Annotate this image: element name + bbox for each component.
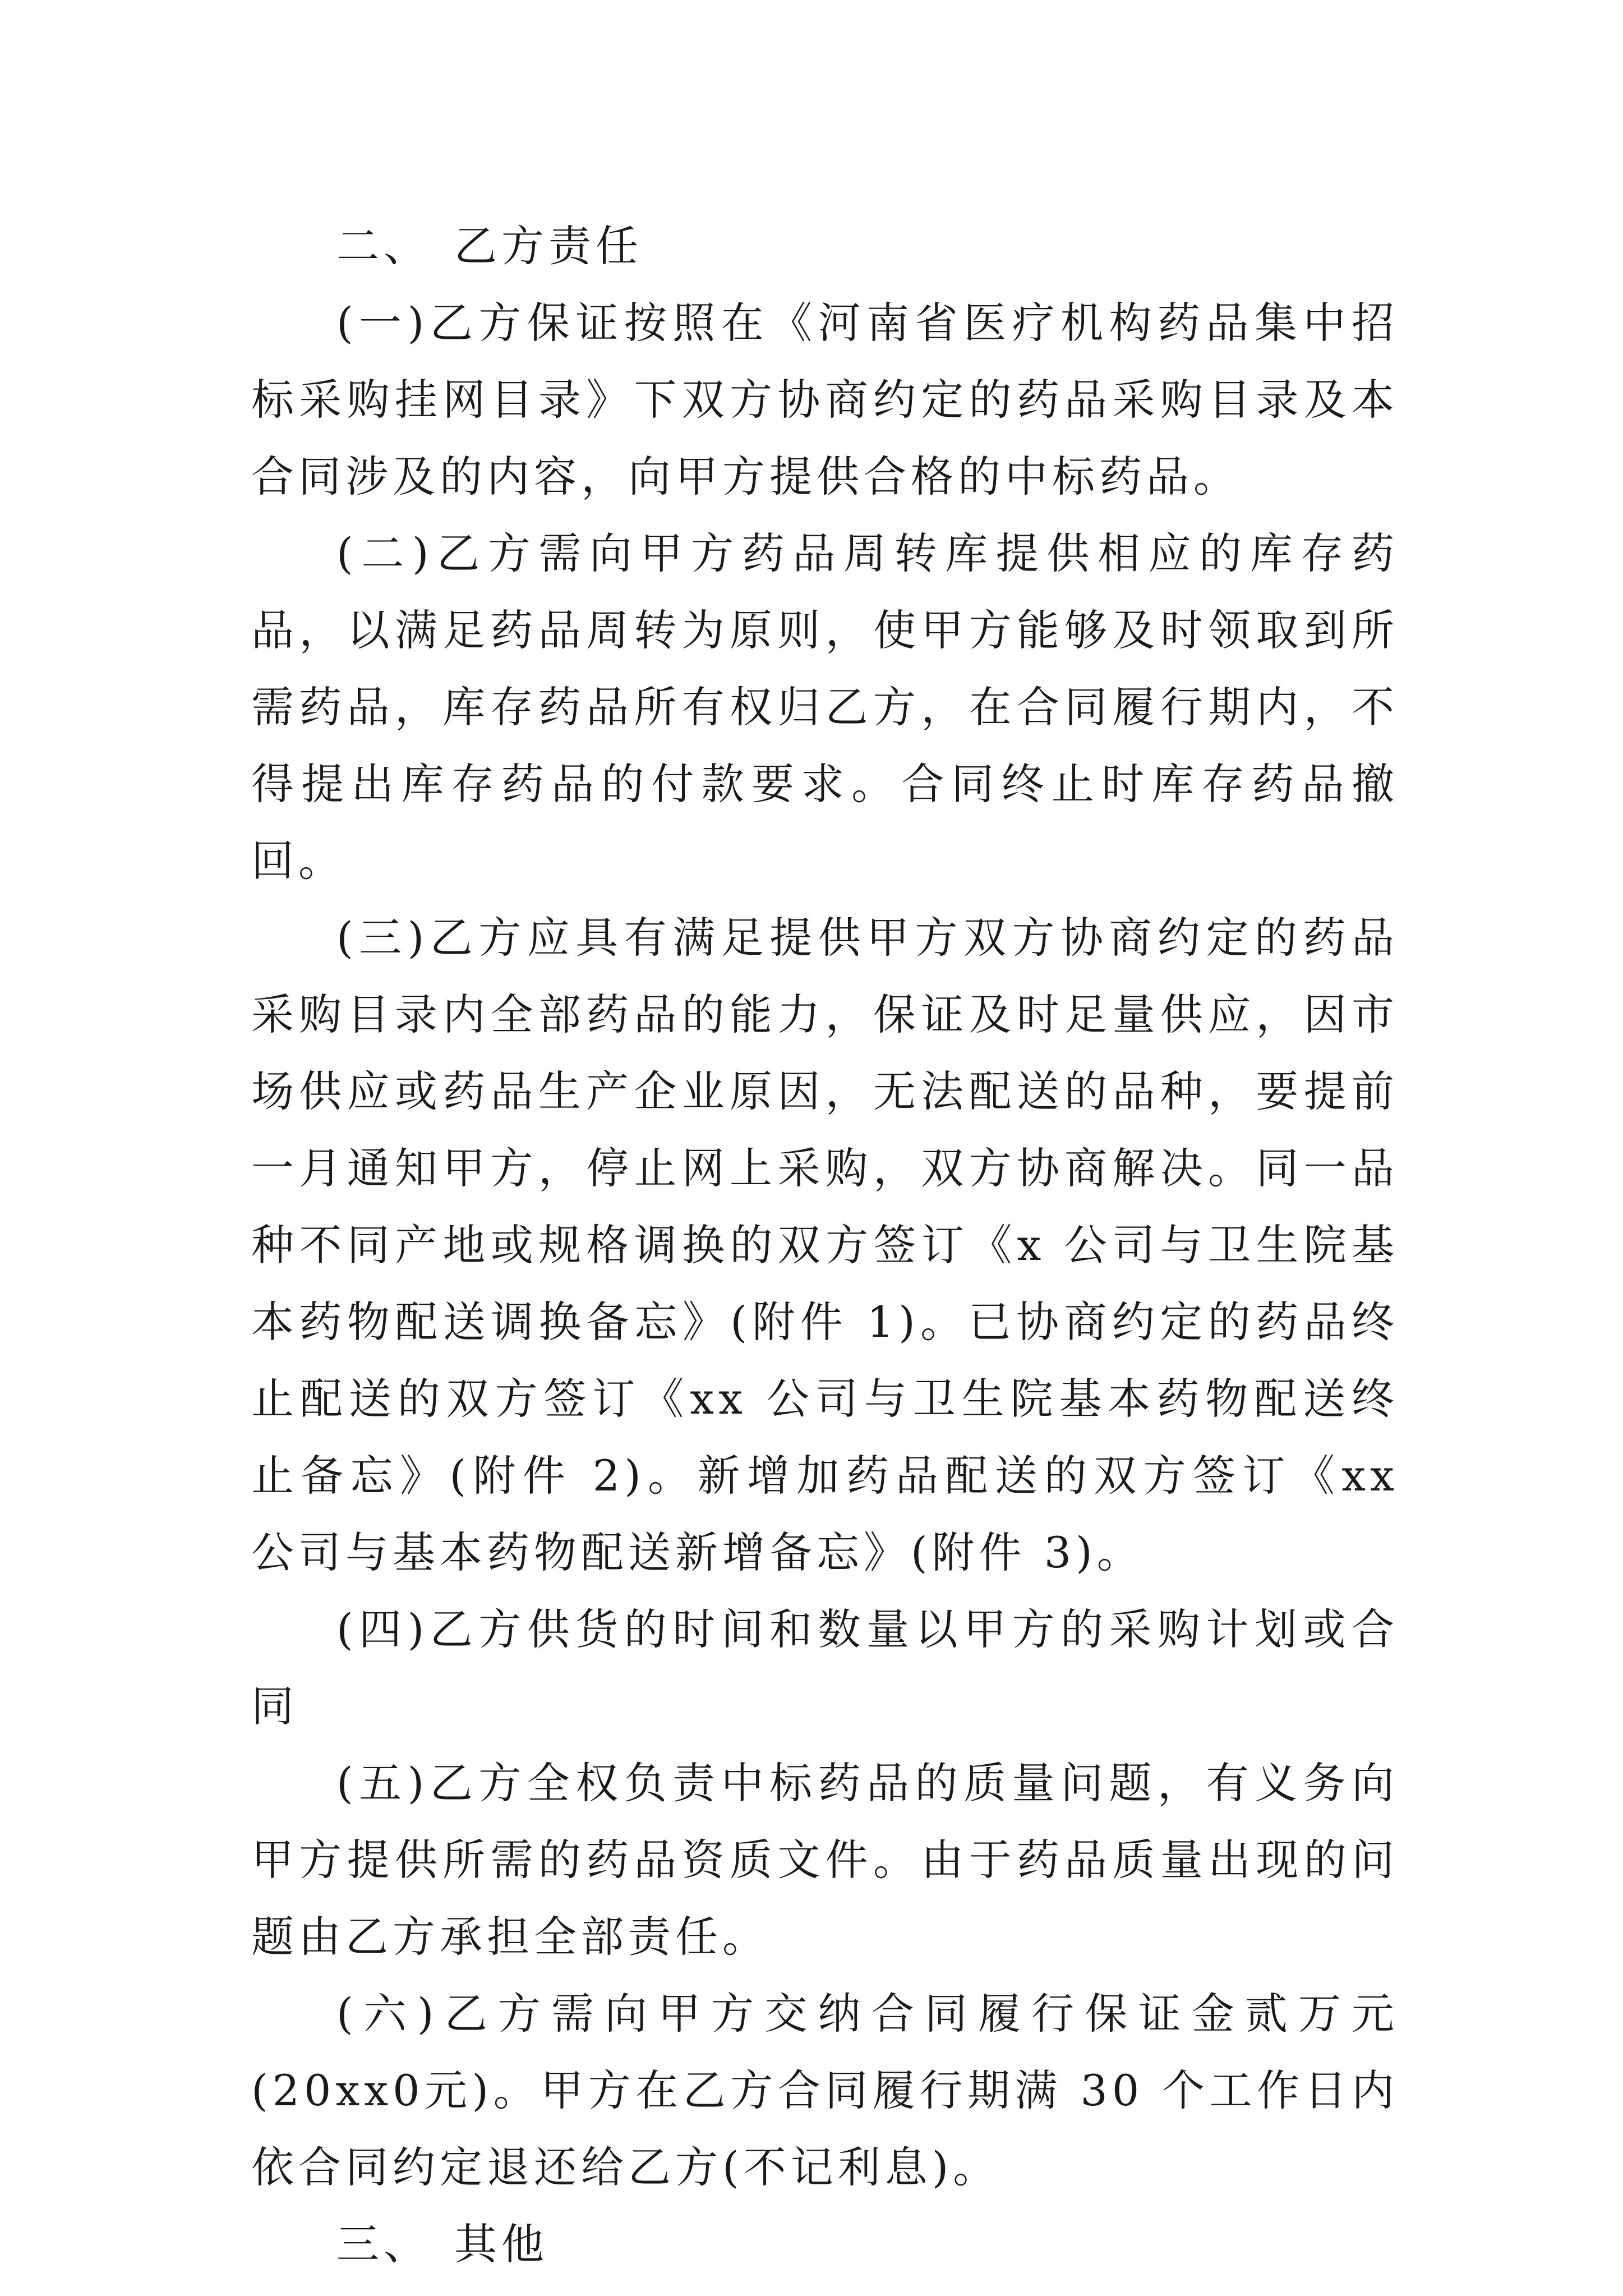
section-title: 乙方责任	[454, 221, 643, 271]
section-heading-2	[251, 208, 1399, 284]
clause-4: (四)乙方供货的时间和数量以甲方的采购计划或合同	[251, 1604, 1399, 1731]
section-number: 二、	[336, 221, 431, 271]
section-heading-3	[251, 2206, 1399, 2283]
clause-5: (五)乙方全权负责中标药品的质量问题，有义务向甲方提供所需的药品资质文件。由于药品质量出现的问题由乙方承担全部责任。	[251, 1758, 1399, 1962]
clause-1: (一)乙方保证按照在《河南省医疗机构药品集中招标采购挂网目录》下双方协商约定的药品采购目录及本合同涉及的内容，向甲方提供合格的中标药品。	[251, 298, 1399, 501]
section-title: 其他	[454, 2219, 548, 2269]
clause-6: (六)乙方需向甲方交纳合同履行保证金贰万元(20xx0元)。甲方在乙方合同履行期满 30 个工作日内依合同约定退还给乙方(不记利息)。	[251, 1989, 1399, 2192]
clause-3: (三)乙方应具有满足提供甲方双方协商约定的药品采购目录内全部药品的能力，保证及时足量供应，因市场供应或药品生产企业原因，无法配送的品种，要提前一月通知甲方，停止网上采购，双方协商解决。同一品种不同产地或规格调换的双方签订《x 公司与卫生院基本药物配送调换备忘》(附件 1)。已协商约定的药品终止配送的双方签订《xx 公司与卫生院基本药物配送终止备忘》(附件 2)。新增加药品配送的双方签订《xx 公司与基本药物配送新增备忘》(附件 3)。	[251, 913, 1399, 1577]
clause-2: (二)乙方需向甲方药品周转库提供相应的库存药品，以满足药品周转为原则，使甲方能够及时领取到所需药品，库存药品所有权归乙方，在合同履行期内，不得提出库存药品的付款要求。合同终止时库存药品撤回。	[251, 528, 1399, 886]
section-number: 三、	[336, 2219, 431, 2269]
